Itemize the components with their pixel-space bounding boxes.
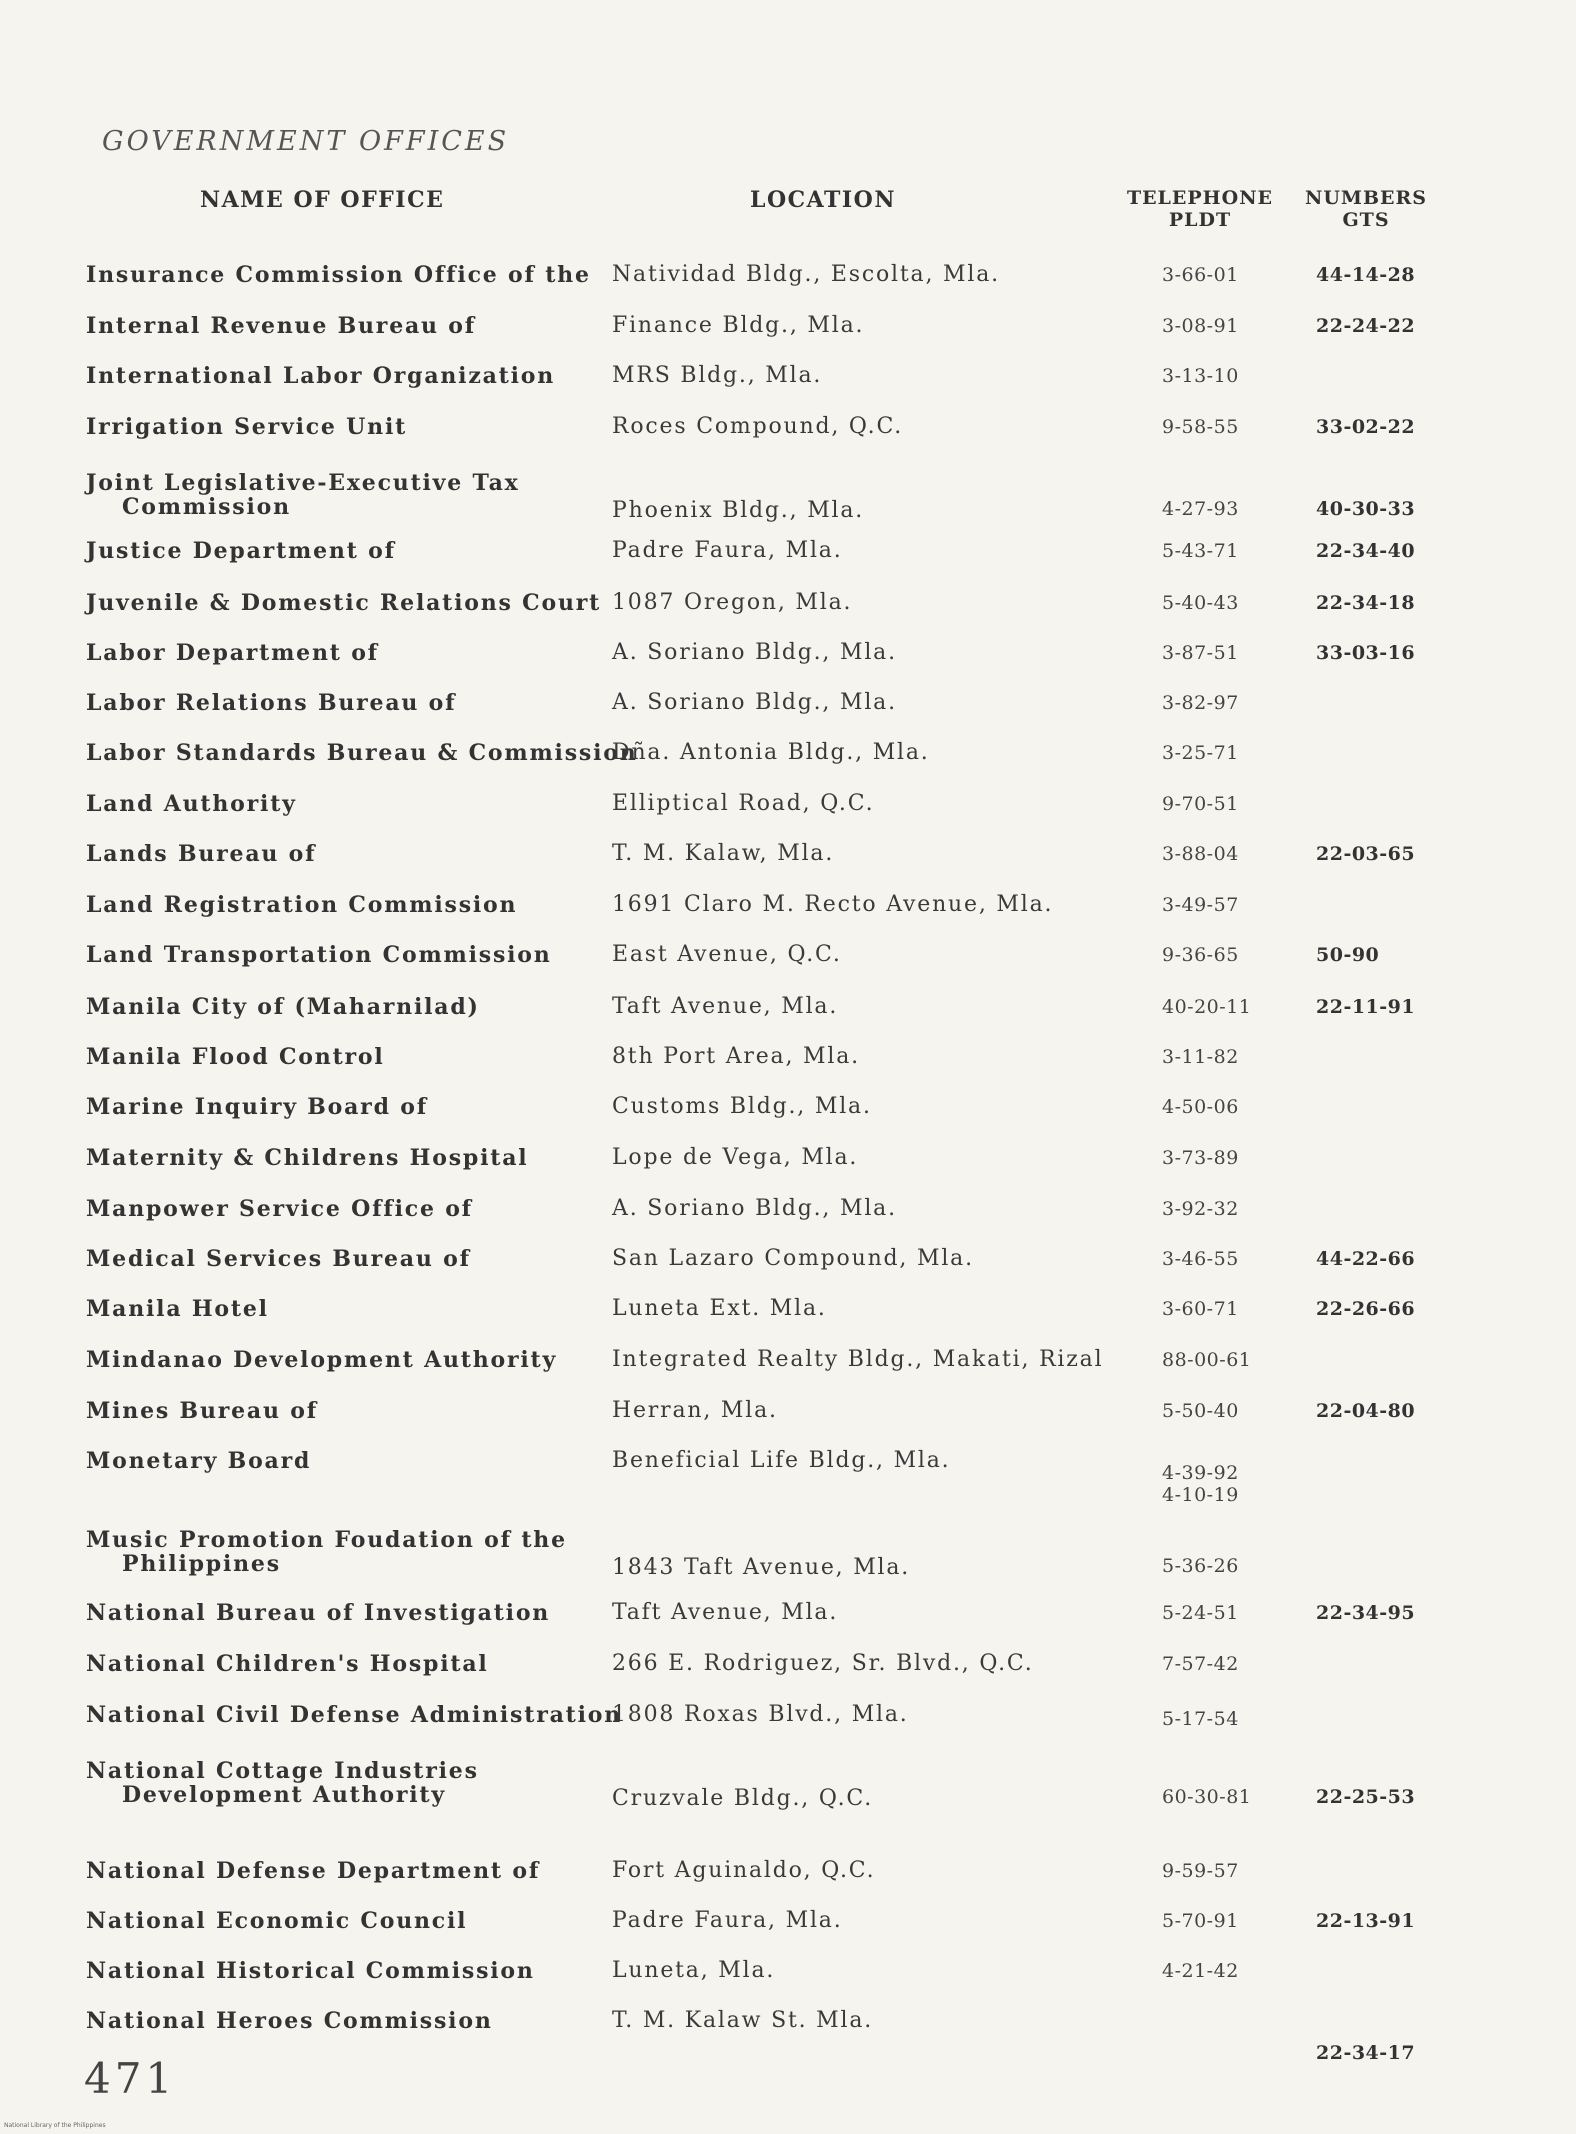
gts-number: 22-34-17 bbox=[1316, 2042, 1416, 2064]
pldt-number: 3-13-10 bbox=[1162, 365, 1239, 387]
office-name: Mindanao Development Authority bbox=[86, 1347, 558, 1373]
office-name: Land Registration Commission bbox=[86, 892, 518, 918]
gts-number: 22-03-65 bbox=[1316, 843, 1416, 865]
gts-number: 22-13-91 bbox=[1316, 1910, 1416, 1932]
pldt-number: 5-70-91 bbox=[1162, 1910, 1239, 1932]
pldt-number: 3-82-97 bbox=[1162, 692, 1239, 714]
pldt-number: 4-39-92 bbox=[1162, 1462, 1239, 1484]
pldt-number: 9-36-65 bbox=[1162, 944, 1239, 966]
office-name: Land Transportation Commission bbox=[86, 942, 552, 968]
office-name: Labor Standards Bureau & Commission bbox=[86, 740, 638, 766]
pldt-number: 5-43-71 bbox=[1162, 540, 1239, 562]
gts-number: 44-22-66 bbox=[1316, 1248, 1416, 1270]
header-numbers: NUMBERS bbox=[1304, 187, 1428, 209]
office-name: Monetary Board bbox=[86, 1448, 312, 1474]
section-title: GOVERNMENT OFFICES bbox=[102, 126, 510, 157]
pldt-number: 5-24-51 bbox=[1162, 1602, 1239, 1624]
footer-credit: National Library of the Philippines bbox=[4, 2122, 106, 2129]
gts-number: 22-26-66 bbox=[1316, 1298, 1416, 1320]
office-name: Mines Bureau of bbox=[86, 1398, 318, 1424]
office-location: 1691 Claro M. Recto Avenue, Mla. bbox=[612, 892, 1054, 917]
gts-number: 33-03-16 bbox=[1316, 642, 1416, 664]
pldt-number: 3-49-57 bbox=[1162, 894, 1239, 916]
office-name: National Historical Commission bbox=[86, 1958, 535, 1984]
gts-number: 22-34-18 bbox=[1316, 592, 1416, 614]
pldt-number: 3-60-71 bbox=[1162, 1298, 1239, 1320]
office-name: Medical Services Bureau of bbox=[86, 1246, 471, 1272]
office-name: Joint Legislative-Executive Tax bbox=[86, 470, 520, 496]
pldt-number: 3-25-71 bbox=[1162, 742, 1239, 764]
office-name: Justice Department of bbox=[86, 538, 396, 564]
office-location: 1808 Roxas Blvd., Mla. bbox=[612, 1702, 909, 1727]
office-name: Marine Inquiry Board of bbox=[86, 1094, 428, 1120]
office-location: 8th Port Area, Mla. bbox=[612, 1044, 860, 1069]
pldt-number: 3-87-51 bbox=[1162, 642, 1239, 664]
gts-number: 22-25-53 bbox=[1316, 1786, 1416, 1808]
office-location: Finance Bldg., Mla. bbox=[612, 313, 865, 338]
office-location: 1087 Oregon, Mla. bbox=[612, 590, 853, 615]
pldt-number: 60-30-81 bbox=[1162, 1786, 1252, 1808]
office-name: Juvenile & Domestic Relations Court bbox=[86, 590, 602, 616]
pldt-number: 5-40-43 bbox=[1162, 592, 1239, 614]
pldt-number: 3-88-04 bbox=[1162, 843, 1239, 865]
gts-number: 22-34-95 bbox=[1316, 1602, 1416, 1624]
pldt-number: 9-59-57 bbox=[1162, 1860, 1239, 1882]
office-name: National Bureau of Investigation bbox=[86, 1600, 551, 1626]
office-location: Elliptical Road, Q.C. bbox=[612, 791, 875, 816]
gts-number: 33-02-22 bbox=[1316, 416, 1416, 438]
office-location: Fort Aguinaldo, Q.C. bbox=[612, 1858, 876, 1883]
office-location: Beneficial Life Bldg., Mla. bbox=[612, 1448, 951, 1473]
office-name: Labor Department of bbox=[86, 640, 379, 666]
office-name: International Labor Organization bbox=[86, 363, 556, 389]
office-name: National Children's Hospital bbox=[86, 1651, 489, 1677]
pldt-number: 3-46-55 bbox=[1162, 1248, 1239, 1270]
office-location: T. M. Kalaw, Mla. bbox=[612, 841, 835, 866]
office-name: National Civil Defense Administration bbox=[86, 1702, 623, 1728]
office-name: Internal Revenue Bureau of bbox=[86, 313, 477, 339]
office-location: Lope de Vega, Mla. bbox=[612, 1145, 859, 1170]
office-location: Customs Bldg., Mla. bbox=[612, 1094, 872, 1119]
pldt-number: 9-70-51 bbox=[1162, 793, 1239, 815]
office-name: Lands Bureau of bbox=[86, 841, 317, 867]
office-name: Maternity & Childrens Hospital bbox=[86, 1145, 529, 1171]
gts-number: 22-34-40 bbox=[1316, 540, 1416, 562]
pldt-number: 4-27-93 bbox=[1162, 498, 1239, 520]
office-name: Labor Relations Bureau of bbox=[86, 690, 457, 716]
office-location: Cruzvale Bldg., Q.C. bbox=[612, 1786, 874, 1811]
pldt-number: 4-50-06 bbox=[1162, 1096, 1239, 1118]
pldt-number: 5-17-54 bbox=[1162, 1708, 1239, 1730]
office-location: Padre Faura, Mla. bbox=[612, 538, 843, 563]
office-name: Manila Hotel bbox=[86, 1296, 269, 1322]
office-name: Music Promotion Foudation of the bbox=[86, 1527, 567, 1553]
office-name: Manila Flood Control bbox=[86, 1044, 385, 1070]
header-gts: GTS bbox=[1342, 209, 1390, 231]
office-name-continued: Commission bbox=[122, 494, 291, 520]
pldt-number: 3-11-82 bbox=[1162, 1046, 1239, 1068]
office-name: Insurance Commission Office of the bbox=[86, 262, 591, 288]
gts-number: 50-90 bbox=[1316, 944, 1380, 966]
office-name: Irrigation Service Unit bbox=[86, 414, 408, 440]
header-name-of-office: NAME OF OFFICE bbox=[200, 187, 445, 213]
pldt-number: 7-57-42 bbox=[1162, 1653, 1239, 1675]
office-location: Phoenix Bldg., Mla. bbox=[612, 498, 865, 523]
office-location: Luneta, Mla. bbox=[612, 1958, 776, 1983]
pldt-number: 5-36-26 bbox=[1162, 1555, 1239, 1577]
gts-number: 40-30-33 bbox=[1316, 498, 1416, 520]
office-name-continued: Development Authority bbox=[122, 1782, 446, 1808]
gts-number: 44-14-28 bbox=[1316, 264, 1416, 286]
gts-number: 22-04-80 bbox=[1316, 1400, 1416, 1422]
gts-number: 22-24-22 bbox=[1316, 315, 1416, 337]
office-name: National Cottage Industries bbox=[86, 1758, 479, 1784]
office-name-continued: Philippines bbox=[122, 1551, 281, 1577]
pldt-number-secondary: 4-10-19 bbox=[1162, 1484, 1239, 1506]
office-location: 1843 Taft Avenue, Mla. bbox=[612, 1555, 911, 1580]
office-name: National Heroes Commission bbox=[86, 2008, 493, 2034]
office-name: Manpower Service Office of bbox=[86, 1196, 473, 1222]
office-location: T. M. Kalaw St. Mla. bbox=[612, 2008, 874, 2033]
office-location: Natividad Bldg., Escolta, Mla. bbox=[612, 262, 1000, 287]
office-location: A. Soriano Bldg., Mla. bbox=[612, 690, 897, 715]
office-location: Taft Avenue, Mla. bbox=[612, 994, 839, 1019]
office-location: Taft Avenue, Mla. bbox=[612, 1600, 839, 1625]
office-location: San Lazaro Compound, Mla. bbox=[612, 1246, 974, 1271]
office-location: Luneta Ext. Mla. bbox=[612, 1296, 827, 1321]
header-pldt: PLDT bbox=[1168, 209, 1232, 231]
page-number: 471 bbox=[84, 2054, 177, 2103]
office-location: Padre Faura, Mla. bbox=[612, 1908, 843, 1933]
office-location: Herran, Mla. bbox=[612, 1398, 778, 1423]
office-name: Manila City of (Maharnilad) bbox=[86, 994, 480, 1020]
office-location: Integrated Realty Bldg., Makati, Rizal bbox=[612, 1347, 1104, 1372]
gts-number: 22-11-91 bbox=[1316, 996, 1416, 1018]
header-telephone: TELEPHONE bbox=[1126, 187, 1274, 209]
pldt-number: 4-21-42 bbox=[1162, 1960, 1239, 1982]
office-location: Roces Compound, Q.C. bbox=[612, 414, 904, 439]
pldt-number: 5-50-40 bbox=[1162, 1400, 1239, 1422]
pldt-number: 40-20-11 bbox=[1162, 996, 1252, 1018]
header-location: LOCATION bbox=[750, 187, 896, 213]
pldt-number: 3-73-89 bbox=[1162, 1147, 1239, 1169]
office-name: National Economic Council bbox=[86, 1908, 468, 1934]
office-location: MRS Bldg., Mla. bbox=[612, 363, 823, 388]
office-location: A. Soriano Bldg., Mla. bbox=[612, 1196, 897, 1221]
office-location: Dña. Antonia Bldg., Mla. bbox=[612, 740, 930, 765]
office-name: National Defense Department of bbox=[86, 1858, 541, 1884]
office-location: 266 E. Rodriguez, Sr. Blvd., Q.C. bbox=[612, 1651, 1034, 1676]
pldt-number: 3-08-91 bbox=[1162, 315, 1239, 337]
office-location: A. Soriano Bldg., Mla. bbox=[612, 640, 897, 665]
pldt-number: 3-92-32 bbox=[1162, 1198, 1239, 1220]
office-name: Land Authority bbox=[86, 791, 297, 817]
pldt-number: 3-66-01 bbox=[1162, 264, 1239, 286]
pldt-number: 9-58-55 bbox=[1162, 416, 1239, 438]
office-location: East Avenue, Q.C. bbox=[612, 942, 842, 967]
pldt-number: 88-00-61 bbox=[1162, 1349, 1252, 1371]
